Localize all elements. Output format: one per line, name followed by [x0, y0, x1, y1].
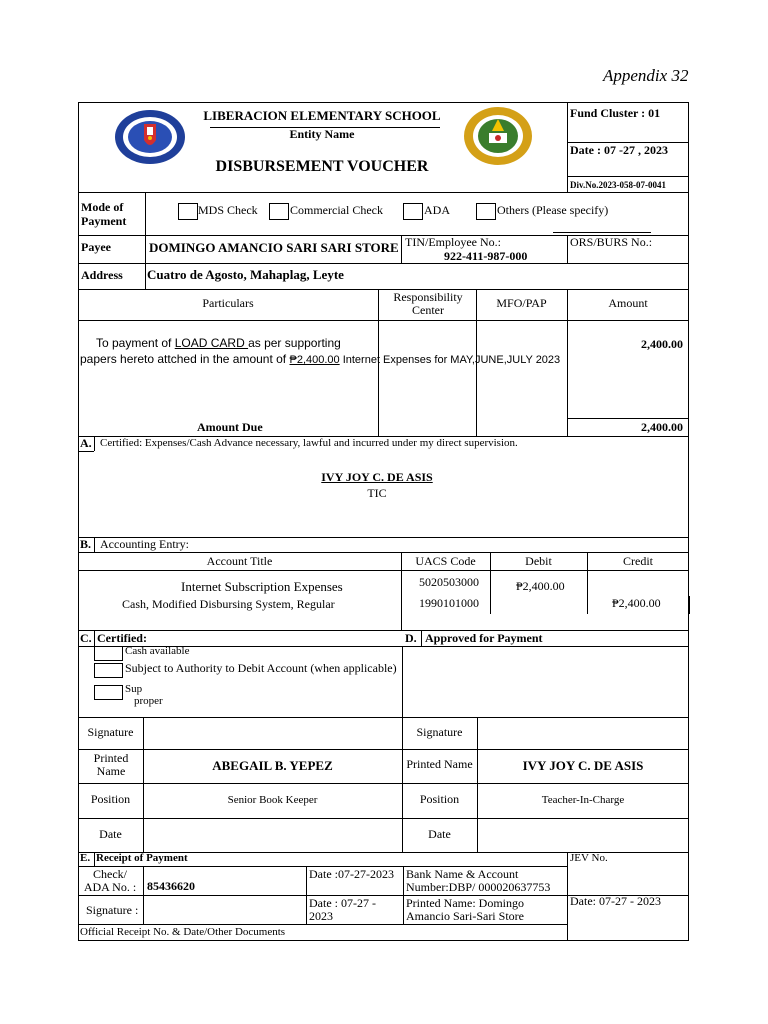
receipt-date-2: Date : 07-27 - 2023 — [309, 896, 376, 924]
official-receipt-label: Official Receipt No. & Date/Other Documents — [80, 926, 286, 938]
supporting-docs-label-cont: proper — [134, 695, 163, 707]
uacs-code: 1990101000 — [419, 596, 479, 610]
position-label-left: Position — [90, 792, 131, 806]
signature-label-right: Signature — [416, 725, 463, 739]
check-ada-label: Check/ ADA No. : — [83, 867, 137, 895]
fund-cluster: Fund Cluster : 01 — [570, 106, 661, 120]
cash-available-checkbox[interactable] — [94, 646, 123, 661]
ada-label: ADA — [424, 203, 450, 217]
section-a-text: Certified: Expenses/Cash Advance necessary, lawful and incurred under my direct supervision. — [100, 437, 518, 449]
others-checkbox[interactable] — [476, 203, 496, 220]
left-signatory-name: ABEGAIL B. YEPEZ — [212, 758, 333, 773]
debit-value: ₱2,400.00 — [516, 579, 565, 593]
div-number: Div.No.2023-058-07-0041 — [570, 180, 666, 190]
ada-checkbox[interactable] — [403, 203, 423, 220]
authority-to-debit-checkbox[interactable] — [94, 663, 123, 678]
section-e-letter: E. — [80, 852, 91, 864]
mds-check-checkbox[interactable] — [178, 203, 198, 220]
section-c-letter: C. — [80, 631, 92, 645]
debit-header: Debit — [525, 554, 552, 568]
section-c-label: Certified: — [97, 631, 147, 645]
uacs-code: 5020503000 — [419, 575, 479, 589]
particulars-line-2: papers hereto attched in the amount of ₱2,400.00 Internet Expenses for MAY,JUNE,JULY 2023 — [80, 352, 561, 366]
supporting-docs-label: Sup — [125, 683, 143, 695]
particulars-header: Particulars — [202, 296, 254, 310]
voucher-title: DISBURSEMENT VOUCHER — [215, 158, 429, 175]
commercial-check-checkbox[interactable] — [269, 203, 289, 220]
receipt-printed-name: Printed Name: Domingo Amancio Sari-Sari Store — [406, 896, 524, 924]
account-title-header: Account Title — [206, 554, 273, 568]
particulars-amount: 2,400.00 — [641, 337, 683, 351]
appendix-label: Appendix 32 — [603, 66, 689, 85]
mfo-pap-header: MFO/PAP — [496, 296, 547, 310]
amount-due-label: Amount Due — [197, 420, 263, 434]
deped-seal-icon — [113, 108, 187, 166]
amount-header: Amount — [608, 296, 648, 310]
cash-available-label: Cash available — [125, 645, 190, 657]
section-a-letter: A. — [80, 436, 92, 450]
account-title: Cash, Modified Disbursing System, Regular — [122, 597, 335, 611]
printed-name-label-right: Printed Name — [406, 757, 473, 771]
right-signatory-name: IVY JOY C. DE ASIS — [522, 758, 644, 773]
payee-label: Payee — [81, 240, 111, 254]
receipt-of-payment-label: Receipt of Payment — [96, 852, 188, 864]
entity-name-label: Entity Name — [289, 127, 355, 141]
signature-label-left: Signature — [87, 725, 134, 739]
commercial-check-label: Commercial Check — [290, 203, 383, 217]
particulars-line-1: To payment of LOAD CARD as per supporting — [96, 336, 341, 350]
uacs-code-header: UACS Code — [415, 554, 476, 568]
voucher-frame — [78, 102, 689, 941]
bank-account: Bank Name & Account Number:DBP/ 000020637753 — [406, 867, 551, 895]
responsibility-center-header: Responsibility Center — [393, 290, 463, 317]
left-signatory-position: Senior Book Keeper — [227, 794, 318, 806]
section-a-position: TIC — [367, 486, 387, 500]
section-d-letter: D. — [405, 631, 417, 645]
position-label-right: Position — [419, 792, 460, 806]
address-value: Cuatro de Agosto, Mahaplag, Leyte — [147, 267, 344, 282]
date-label-left: Date — [99, 827, 122, 841]
payee-name: DOMINGO AMANCIO SARI SARI STORE — [149, 240, 399, 255]
accounting-entry-label: Accounting Entry: — [100, 537, 189, 551]
tin-label: TIN/Employee No.: — [405, 235, 501, 249]
check-ada-number: 85436620 — [147, 879, 195, 893]
jev-no-label: JEV No. — [570, 852, 608, 864]
tin-value: 922-411-987-000 — [444, 249, 528, 263]
authority-to-debit-label: Subject to Authority to Debit Account (when applicable) — [125, 661, 397, 675]
receipt-signature-label: Signature : — [86, 903, 139, 917]
school-seal-icon — [462, 105, 534, 167]
section-d-label: Approved for Payment — [425, 631, 543, 645]
jev-date: Date: 07-27 - 2023 — [570, 894, 661, 908]
ors-burs-label: ORS/BURS No.: — [570, 235, 653, 249]
credit-header: Credit — [623, 554, 653, 568]
section-b-letter: B. — [80, 537, 92, 551]
section-a-name: IVY JOY C. DE ASIS — [321, 470, 433, 484]
right-signatory-position: Teacher-In-Charge — [541, 794, 625, 806]
mds-check-label: MDS Check — [198, 203, 258, 217]
credit-value: ₱2,400.00 — [612, 596, 661, 610]
receipt-date-1: Date :07-27-2023 — [309, 867, 394, 881]
date-label-right: Date — [428, 827, 451, 841]
account-title: Internet Subscription Expenses — [181, 579, 343, 594]
voucher-date: Date : 07 -27 , 2023 — [570, 143, 668, 157]
supporting-docs-checkbox[interactable] — [94, 685, 123, 700]
address-label: Address — [81, 268, 123, 282]
school-name: LIBERACION ELEMENTARY SCHOOL — [203, 108, 441, 123]
mode-of-payment-label: Mode of Payment — [81, 200, 127, 228]
amount-due-value: 2,400.00 — [641, 420, 683, 434]
others-label: Others (Please specify) — [497, 203, 609, 217]
printed-name-label-left: Printed Name — [93, 751, 129, 779]
